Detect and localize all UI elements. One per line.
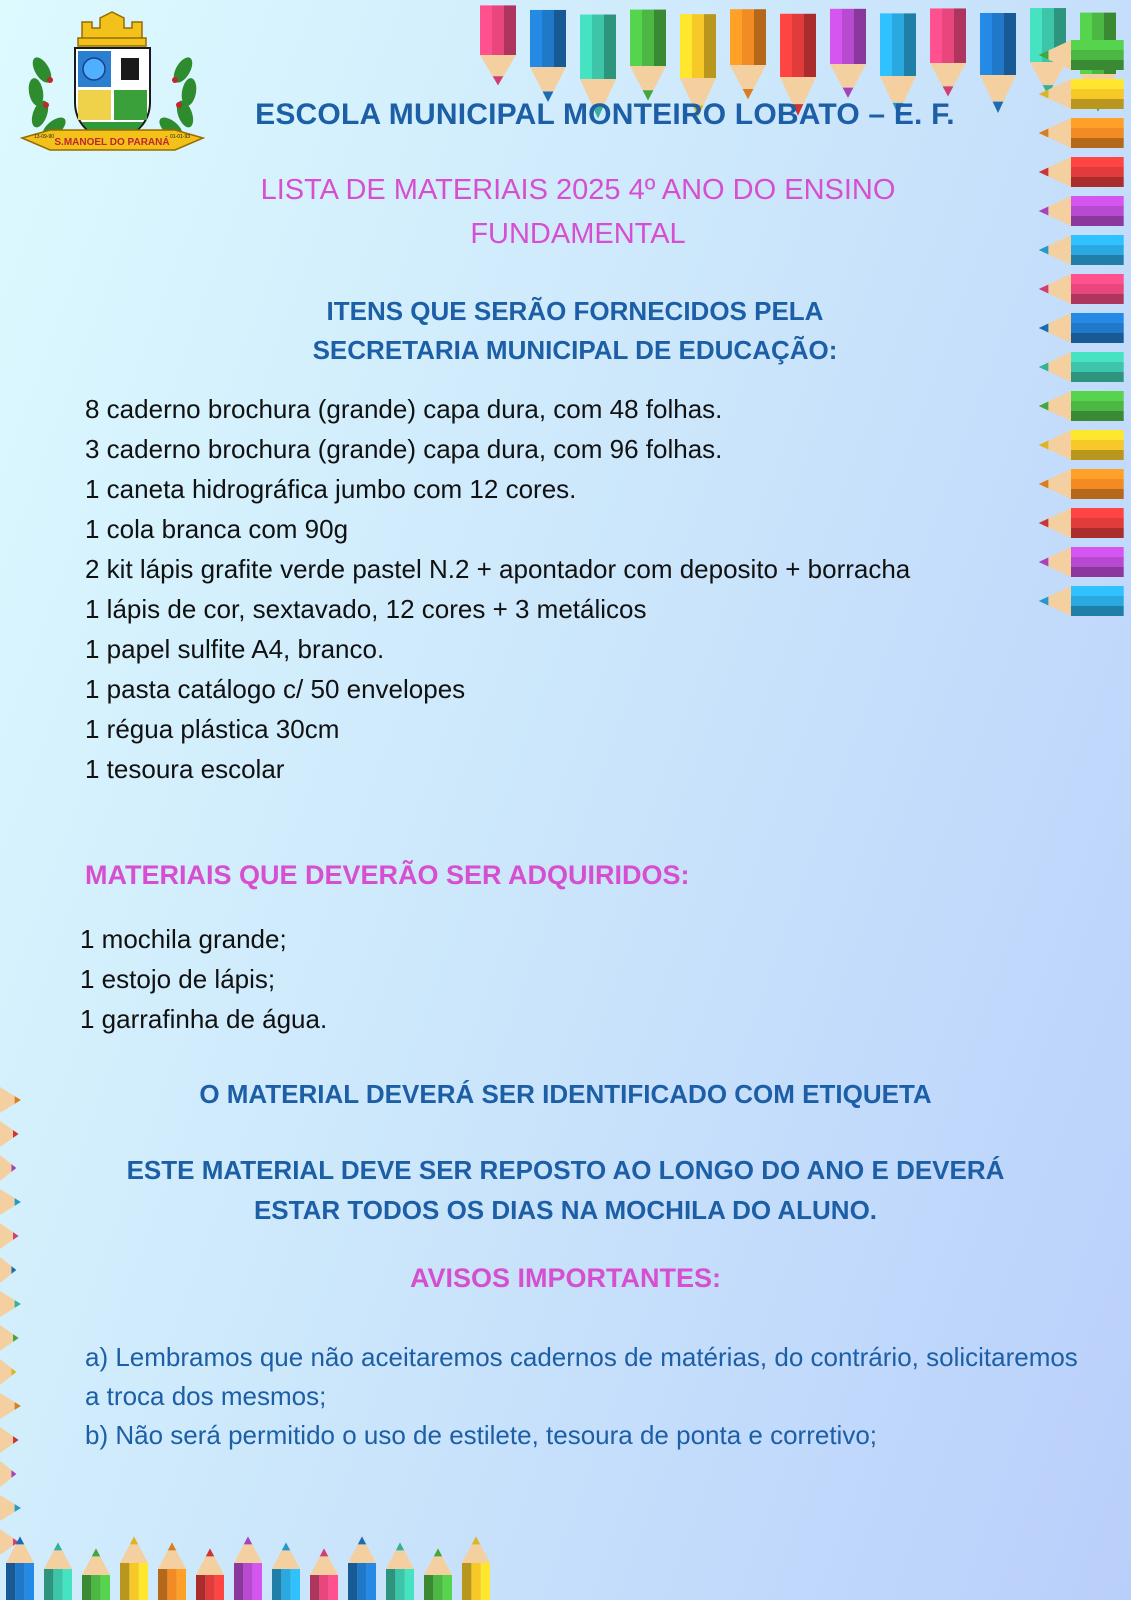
- colored-pencil-icon: [310, 1548, 338, 1600]
- colored-pencil-icon: [1039, 79, 1124, 109]
- list-item: 1 mochila grande;: [80, 924, 287, 954]
- colored-pencil-icon: [1039, 274, 1124, 304]
- list-title-line2: FUNDAMENTAL: [470, 218, 686, 250]
- colored-pencil-icon: [44, 1542, 72, 1600]
- colored-pencil-icon: [0, 1393, 21, 1419]
- list-title-line1: LISTA DE MATERIAIS 2025 4º ANO DO ENSINO: [260, 174, 896, 206]
- colored-pencil-icon: [1039, 508, 1124, 538]
- colored-pencil-icon: [82, 1548, 110, 1600]
- list-item: 1 régua plástica 30cm: [85, 714, 340, 744]
- list-item: a) Lembramos que não aceitaremos cadernos de matérias, do contrário, solicitaremos a troca dos mesmos;: [85, 1342, 1078, 1411]
- colored-pencil-icon: [1039, 391, 1124, 421]
- supplied-heading-line1: ITENS QUE SERÃO FORNECIDOS PELA: [326, 296, 824, 326]
- important-notices-heading: AVISOS IMPORTANTES:: [409, 1263, 721, 1293]
- list-item: 1 garrafinha de água.: [80, 1004, 328, 1034]
- important-notices-list: [85, 1338, 1085, 1455]
- replace-note-line2: ESTAR TODOS OS DIAS NA MOCHILA DO ALUNO.: [253, 1195, 878, 1225]
- colored-pencil-icon: [0, 1495, 21, 1521]
- list-item: 8 caderno brochura (grande) capa dura, com 48 folhas.: [85, 394, 723, 424]
- list-item: 1 estojo de lápis;: [80, 964, 276, 994]
- list-item: 1 tesoura escolar: [85, 754, 285, 784]
- colored-pencil-icon: [1039, 40, 1124, 70]
- acquire-materials-list: [80, 919, 580, 1039]
- colored-pencil-icon: [1039, 118, 1124, 148]
- colored-pencil-icon: [6, 1536, 34, 1600]
- colored-pencil-icon: [196, 1548, 224, 1600]
- list-item: 2 kit lápis grafite verde pastel N.2 + apontador com deposito + borracha: [85, 554, 911, 584]
- colored-pencil-icon: [234, 1536, 262, 1600]
- right-pencil-border-icon: [1040, 40, 1131, 640]
- list-item: 1 lápis de cor, sextavado, 12 cores + 3 metálicos: [85, 594, 647, 624]
- list-item: 1 cola branca com 90g: [85, 514, 349, 544]
- colored-pencil-icon: [480, 5, 516, 85]
- colored-pencil-icon: [830, 9, 866, 98]
- supplied-items-list: [85, 389, 1051, 789]
- identify-label-note: O MATERIAL DEVERÁ SER IDENTIFICADO COM ETIQUETA: [199, 1079, 932, 1109]
- colored-pencil-icon: [0, 1427, 19, 1453]
- left-pencil-border-icon: [0, 1090, 60, 1570]
- colored-pencil-icon: [158, 1542, 186, 1600]
- colored-pencil-icon: [1039, 235, 1124, 265]
- colored-pencil-icon: [0, 1189, 21, 1215]
- supplied-heading-line2: SECRETARIA MUNICIPAL DE EDUCAÇÃO:: [312, 335, 838, 365]
- colored-pencil-icon: [730, 9, 766, 99]
- colored-pencil-icon: [1039, 547, 1124, 577]
- list-item: b) Não será permitido o uso de estilete, tesoura de ponta e corretivo;: [85, 1420, 877, 1450]
- colored-pencil-icon: [1039, 157, 1124, 187]
- colored-pencil-icon: [0, 1291, 21, 1317]
- acquire-materials-heading: MATERIAIS QUE DEVERÃO SER ADQUIRIDOS:: [85, 860, 690, 890]
- colored-pencil-icon: [348, 1536, 376, 1600]
- list-item: 1 pasta catálogo c/ 50 envelopes: [85, 674, 466, 704]
- colored-pencil-icon: [930, 8, 966, 96]
- colored-pencil-icon: [0, 1257, 16, 1283]
- colored-pencil-icon: [1039, 469, 1124, 499]
- list-item: 1 papel sulfite A4, branco.: [85, 634, 385, 664]
- replace-note-line1: ESTE MATERIAL DEVE SER REPOSTO AO LONGO DO ANO E DEVERÁ: [126, 1155, 1005, 1185]
- crest-banner-text: S.MANOEL DO PARANÁ: [54, 137, 170, 148]
- colored-pencil-icon: [424, 1548, 452, 1600]
- colored-pencil-icon: [272, 1542, 300, 1600]
- school-name: ESCOLA MUNICIPAL MONTEIRO LOBATO – E. F.: [255, 98, 955, 131]
- supplied-items-heading: [140, 292, 1010, 370]
- colored-pencil-icon: [0, 1087, 21, 1113]
- colored-pencil-icon: [0, 1223, 19, 1249]
- colored-pencil-icon: [1039, 313, 1124, 343]
- crest-right-date: 01-01-93: [170, 134, 191, 140]
- list-item: 3 caderno brochura (grande) capa dura, com 96 folhas.: [85, 434, 723, 464]
- colored-pencil-icon: [1039, 196, 1124, 226]
- colored-pencil-icon: [530, 10, 566, 102]
- crest-left-date: 13-09-90: [34, 134, 55, 140]
- list-item: 1 caneta hidrográfica jumbo com 12 cores.: [85, 474, 577, 504]
- colored-pencil-icon: [0, 1359, 16, 1385]
- colored-pencil-icon: [1039, 586, 1124, 616]
- bottom-pencil-border-icon: [0, 1535, 520, 1600]
- colored-pencil-icon: [0, 1461, 16, 1487]
- colored-pencil-icon: [386, 1542, 414, 1600]
- colored-pencil-icon: [1039, 352, 1124, 382]
- colored-pencil-icon: [120, 1536, 148, 1600]
- top-pencil-border-icon: [480, 0, 1131, 90]
- list-title: [180, 168, 976, 256]
- colored-pencil-icon: [0, 1121, 19, 1147]
- colored-pencil-icon: [462, 1536, 490, 1600]
- municipal-crest-icon: [20, 10, 205, 155]
- colored-pencil-icon: [0, 1325, 19, 1351]
- colored-pencil-icon: [1039, 430, 1124, 460]
- colored-pencil-icon: [0, 1155, 16, 1181]
- replace-material-note: [70, 1150, 1061, 1230]
- colored-pencil-icon: [630, 10, 666, 101]
